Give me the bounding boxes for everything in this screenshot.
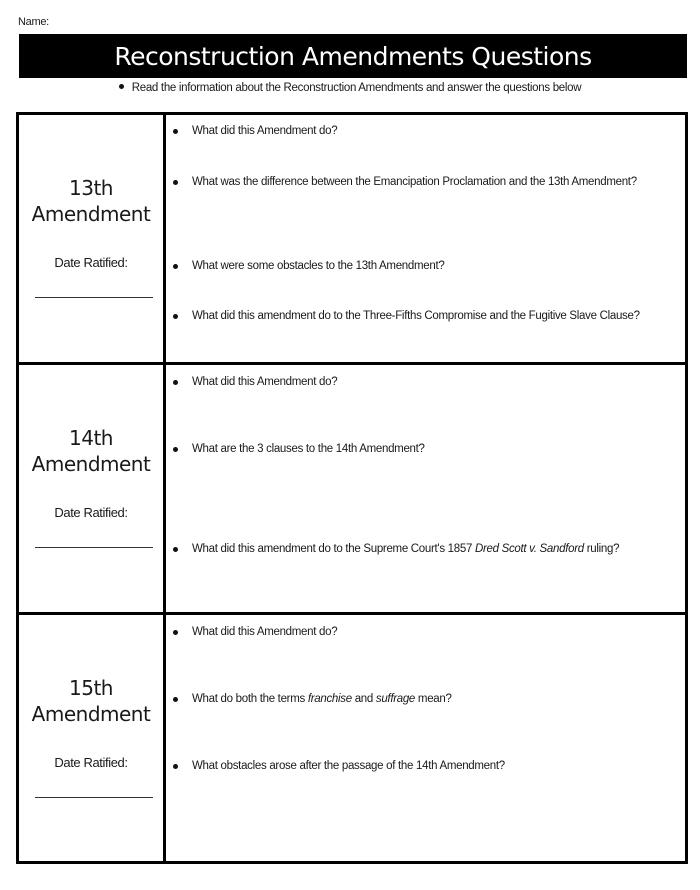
- question-text: What did this amendment do to the Supreme Court's 1857 Dred Scott v. Sandford ruling?: [192, 543, 620, 555]
- amendment-number: 15th: [69, 676, 113, 700]
- bullet-icon: [173, 697, 178, 702]
- table-row-13th: [19, 115, 685, 365]
- question-text: What did this Amendment do?: [192, 376, 338, 388]
- bullet-icon: [173, 630, 178, 635]
- question-text: What obstacles arose after the passage of the 14th Amendment?: [192, 760, 505, 772]
- bullet-icon: [173, 264, 178, 269]
- question-item: [192, 375, 672, 390]
- question-text: What did this amendment do to the Three-Fifths Compromise and the Fugitive Slave Clause?: [192, 310, 640, 322]
- date-ratified-blank[interactable]: [35, 797, 153, 798]
- amendment-number: 14th: [69, 426, 113, 450]
- instruction-text: Read the information about the Reconstruction Amendments and answer the questions below: [131, 82, 582, 94]
- question-item: [192, 542, 672, 557]
- question-item: [192, 625, 672, 640]
- amendment-label-cell: [19, 365, 166, 612]
- date-ratified-label: Date Ratified:: [54, 255, 128, 270]
- question-text: What are the 3 clauses to the 14th Amendment?: [192, 443, 425, 455]
- page-title: Reconstruction Amendments Questions: [114, 41, 592, 71]
- amendment-label-cell: [19, 115, 166, 362]
- questions-cell: [166, 115, 685, 362]
- question-item: [192, 309, 672, 324]
- bullet-icon: [173, 180, 178, 185]
- bullet-icon: [173, 447, 178, 452]
- questions-cell: [166, 365, 685, 612]
- table-row-14th: [19, 365, 685, 615]
- question-item: [192, 175, 672, 190]
- amendment-label-cell: [19, 615, 166, 861]
- question-item: [192, 124, 672, 139]
- question-item: [192, 259, 672, 274]
- bullet-icon: [173, 129, 178, 134]
- bullet-icon: [173, 547, 178, 552]
- question-text: What do both the terms franchise and suffrage mean?: [192, 693, 452, 705]
- questions-cell: [166, 615, 685, 861]
- amendment-title: [19, 175, 163, 227]
- question-item: [192, 442, 672, 457]
- question-item: [192, 759, 672, 774]
- question-item: [192, 692, 672, 707]
- date-ratified-label: Date Ratified:: [54, 505, 128, 520]
- bullet-icon: [173, 764, 178, 769]
- bullet-icon: [173, 314, 178, 319]
- page-title-bar: [19, 34, 687, 78]
- term-franchise: franchise: [307, 693, 352, 705]
- question-text: What was the difference between the Emancipation Proclamation and the 13th Amendment?: [192, 176, 637, 188]
- term-suffrage: suffrage: [375, 693, 416, 705]
- bullet-icon: [173, 380, 178, 385]
- amendment-word: Amendment: [31, 702, 151, 726]
- date-ratified-label: Date Ratified:: [54, 755, 128, 770]
- amendments-table: [16, 112, 688, 864]
- question-text: What did this Amendment do?: [192, 125, 338, 137]
- instruction-line: [0, 82, 700, 94]
- date-ratified-blank[interactable]: [35, 547, 153, 548]
- question-text: What were some obstacles to the 13th Amendment?: [192, 260, 445, 272]
- amendment-word: Amendment: [31, 202, 151, 226]
- amendment-title: [19, 425, 163, 477]
- date-ratified-blank[interactable]: [35, 297, 153, 298]
- amendment-word: Amendment: [31, 452, 151, 476]
- name-label: Name:: [18, 16, 49, 28]
- amendment-title: [19, 675, 163, 727]
- question-text: What did this Amendment do?: [192, 626, 338, 638]
- table-row-15th: [19, 615, 685, 861]
- bullet-icon: [119, 84, 124, 89]
- case-name: Dred Scott v. Sandford: [474, 543, 584, 555]
- amendment-number: 13th: [69, 176, 113, 200]
